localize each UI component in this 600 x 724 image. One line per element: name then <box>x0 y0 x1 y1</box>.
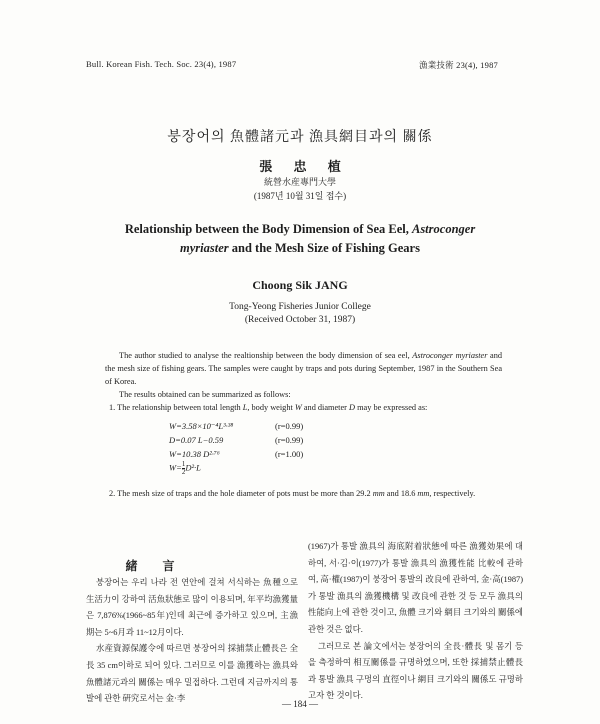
korean-affiliation: 統營水産專門大學 <box>263 177 336 187</box>
korean-title: 붕장어의 魚體諸元과 漁具網目과의 關係 <box>167 130 433 145</box>
equation-4-rhs: D²·L <box>185 462 201 473</box>
equation-2: D=0.07 L−0.59 <box>169 435 224 445</box>
equation-1-correlation: (r=0.99) <box>275 421 304 431</box>
result-item-2 <box>105 487 505 500</box>
result-item-1 <box>109 401 502 414</box>
english-affiliation-name: Tong-Yeong Fisheries Junior College <box>229 302 371 312</box>
korean-received-date: (1987년 10월 31일 접수) <box>253 191 347 201</box>
left-column <box>86 575 298 708</box>
abstract-text: The author studied to analyse the realtionship between the body dimension of sea eel, <box>119 351 410 360</box>
intro-paragraph-4: 그러므로 본 論文에서는 붕장어의 全長·體長 및 몸기 등을 측정하여 相互關係를 규명하였으며, 또한 採捕禁止體長과 통발 漁具 구멍의 直徑이나 網目 크기와의 關係도 규명하고자 한 것이다. <box>308 641 523 701</box>
abstract-species-genus: Astroconger <box>412 351 454 360</box>
introduction-heading: 緒 言 <box>125 559 175 573</box>
abstract-text: and the mesh size of fishing gears. The samples were caught by traps and pots during September, 1987 in the Southern Sea of Korea. <box>105 351 503 386</box>
journal-citation-left: Bull. Korean Fish. Tech. Soc. 23(4), 1987 <box>86 59 237 69</box>
abstract-paragraph-2: The results obtained can be summarized as follows: <box>119 390 291 399</box>
variable-L: L <box>242 403 248 412</box>
unit-mm: mm <box>417 489 430 498</box>
equation-3-correlation: (r=1.00) <box>275 449 304 459</box>
result-item-text: , respectively. <box>429 489 476 498</box>
korean-author: 張 忠 植 <box>259 159 341 174</box>
intro-paragraph-1: 붕장어는 우리 나라 전 연안에 걸쳐 서식하는 魚種으로 生活力이 강하여 活魚狀態로 많이 이용되며, 年平均漁獲量은 7,876%(1966~85年)인데 최근에 증가하고 있으며, 主漁期는 5~6月과 11~12月이다. <box>86 578 298 637</box>
abstract-paragraph-1 <box>105 349 502 388</box>
variable-D: D <box>349 403 356 412</box>
result-item-text: The mesh size of traps and the hole diameter of pots must be more than 29.2 <box>117 489 371 498</box>
intro-paragraph-2: 水産資源保護令에 따르면 붕장어의 採捕禁止體長은 全長 35 cm이하로 되어 있다. 그러므로 이를 漁獲하는 漁具와 魚體諸元과의 關係는 매우 밀접하다. 그런데 지금까지의 통발에 관한 硏究로서는 金·李 <box>86 644 298 704</box>
english-author: Choong Sik JANG <box>252 278 348 292</box>
equation-2-correlation: (r=0.99) <box>275 435 304 445</box>
english-title-species-genus: Astroconger <box>411 222 476 236</box>
result-item-text: The relationship between total length <box>117 403 241 412</box>
page-number: — 184 — <box>282 699 318 709</box>
english-title-species-epithet: myriaster <box>180 241 229 255</box>
fraction-numerator: 1 <box>181 460 186 468</box>
variable-W: W <box>294 403 302 412</box>
abstract <box>105 349 502 414</box>
english-title-line1: Relationship between the Body Dimension of Sea Eel, <box>124 222 409 236</box>
english-affiliation <box>0 301 600 327</box>
english-title-line2: and the Mesh Size of Fishing Gears <box>231 241 420 255</box>
equation-1: W=3.58×10⁻⁴L³·³⁸ <box>169 421 234 431</box>
result-item-text: and 18.6 <box>386 489 416 498</box>
fraction-denominator: 2 <box>181 468 186 476</box>
english-title <box>0 220 600 258</box>
result-item-text: may be expressed as: <box>357 403 428 412</box>
equation-4-lhs: W= <box>169 462 182 473</box>
result-item-text: and diameter <box>303 403 347 412</box>
result-item-number: 2. <box>109 489 116 498</box>
equation-4 <box>169 461 201 476</box>
result-item-text: , body weight <box>247 403 293 412</box>
intro-paragraph-3: (1967)가 통발 漁具의 海底附着狀態에 따른 漁獲効果에 대하여, 서·김·이(1977)가 통발 漁具의 漁獲性能 比較에 관하여, 高·權(1987)이 붕장어 통발의 改良에 관하여, 金·高(1987)가 통발 漁具의 漁獲機構 및 改良에 관한 것 등 모두 漁具의 性能向上에 관한 것이고, 魚體 크기와 網目 크기와의 關係에 관한 것은 없다. <box>308 542 523 634</box>
right-column <box>308 539 523 705</box>
abstract-species-epithet: myriaster <box>455 351 488 360</box>
result-item-number: 1. <box>109 403 116 412</box>
equation-3: W=10.38 D²·⁷⁶ <box>169 449 220 459</box>
journal-citation-right: 漁業技術 23(4), 1987 <box>419 60 498 70</box>
unit-mm: mm <box>372 489 385 498</box>
english-received-date: (Received October 31, 1987) <box>244 315 356 325</box>
